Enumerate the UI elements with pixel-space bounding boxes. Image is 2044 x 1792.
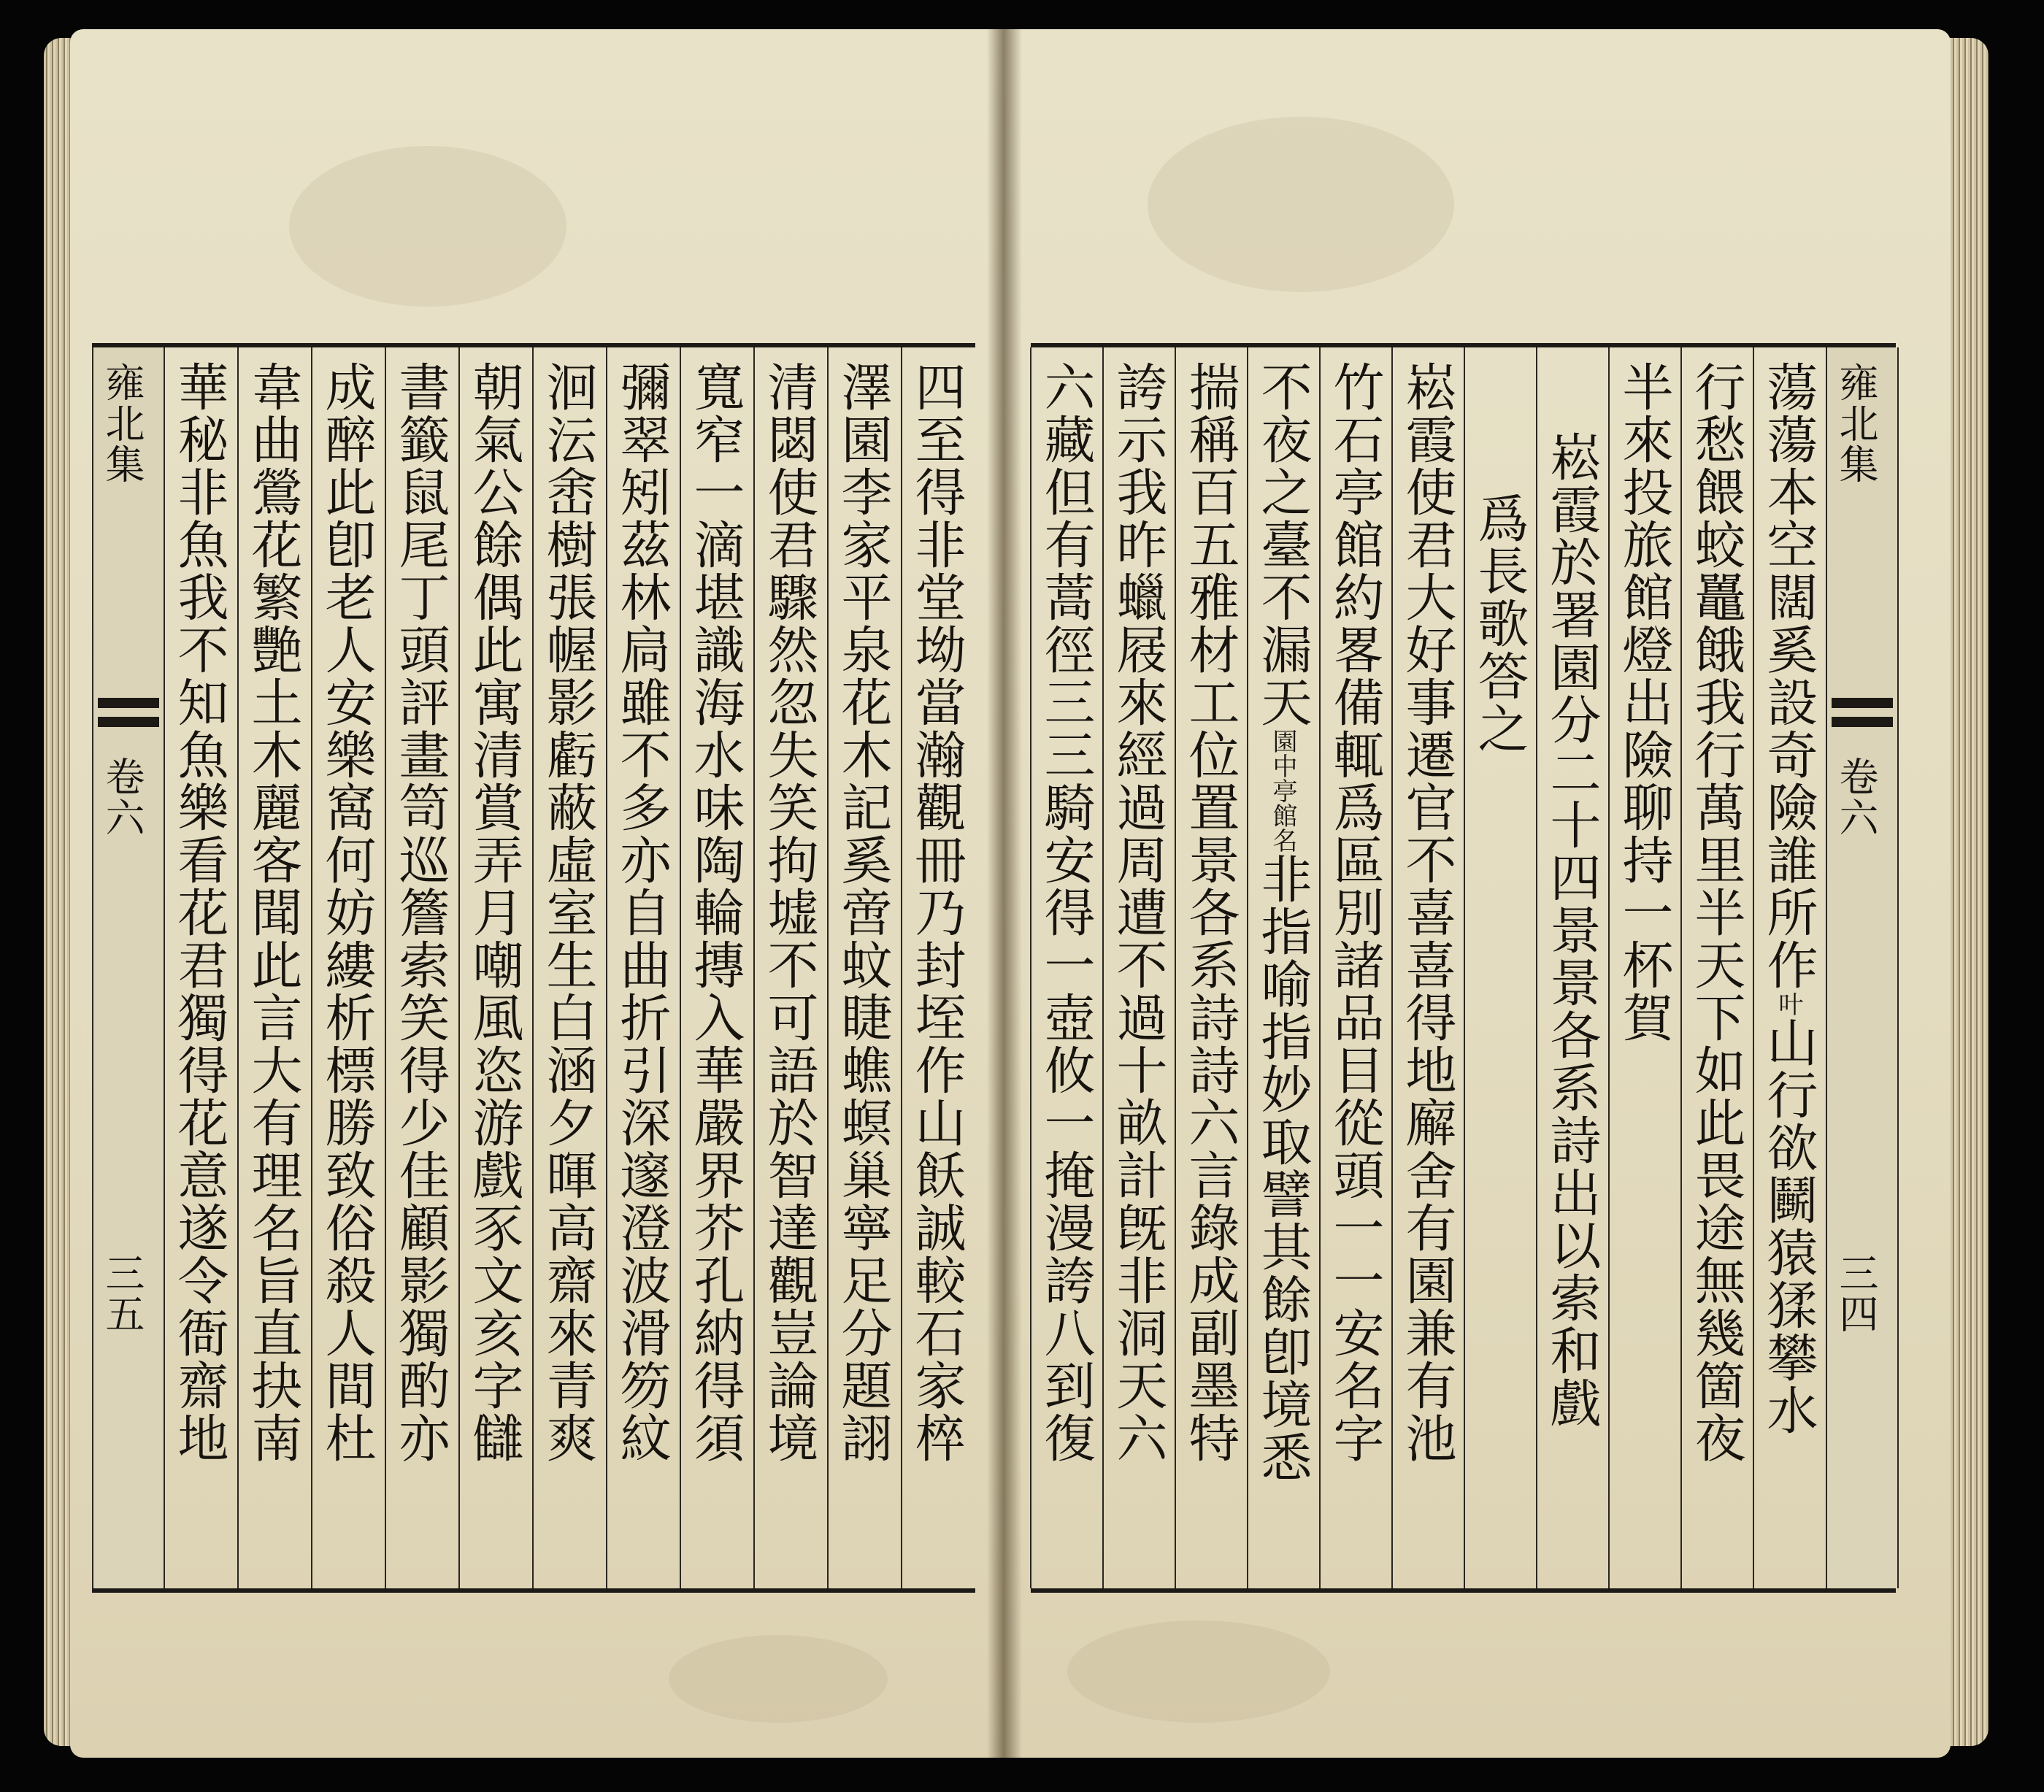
text-column <box>312 361 382 1583</box>
column-text: 彌翠矧茲林扃雖不多亦自曲折引深邃澄波滑笏紋 <box>612 361 672 1464</box>
column-text: 行愁餵蛟鼉餓我行萬里半天下如此畏途無幾箇夜 <box>1686 361 1746 1464</box>
column-text: 爲長歌答之 <box>1469 492 1529 755</box>
text-column <box>902 361 972 1583</box>
text-column <box>533 361 603 1583</box>
text-column <box>1103 361 1173 1583</box>
left-margin-title: 雍北集 <box>99 362 145 485</box>
right-page <box>1002 29 1951 1758</box>
text-column <box>1609 361 1679 1583</box>
column-text: 華秘非魚我不知魚樂看花君獨得花意遂令衙齋地 <box>169 361 229 1464</box>
column-text: 蕩蕩本空闊奚設奇險誰所作 <box>1759 361 1818 991</box>
left-margin-folio: 三五 <box>99 1253 145 1334</box>
text-column <box>1464 361 1534 1583</box>
column-text: 半來投旅館燈出險聊持一杯賀 <box>1614 361 1674 1044</box>
right-margin-volume: 卷六 <box>1833 756 1879 838</box>
text-column <box>459 361 529 1583</box>
text-column <box>828 361 898 1583</box>
text-column <box>1392 361 1462 1583</box>
text-column <box>385 361 456 1583</box>
column-text: 四至得非堂坳當瀚觀冊乃封垤作山飫誠較石家椊 <box>907 361 967 1464</box>
right-margin-folio: 三四 <box>1833 1253 1879 1334</box>
right-fishtail-mark <box>1832 698 1893 727</box>
column-text: 崧霞於署園分二十四景景各系詩出以索和戲 <box>1542 431 1602 1429</box>
left-page-margin-column <box>92 347 165 1588</box>
column-text: 韋曲鶯花繁艷土木麗客聞此言大有理名旨直抉南 <box>243 361 303 1464</box>
column-text: 清閟使君驟然忽失笑拘墟不可語於智達觀豈論境 <box>759 361 819 1464</box>
text-column <box>607 361 677 1583</box>
column-text: 誇示我昨蠟屐來經過周遭不過十畝計旣非洞天六 <box>1108 361 1168 1464</box>
text-column <box>680 361 750 1583</box>
left-fishtail-mark <box>98 698 159 727</box>
text-column <box>1175 361 1245 1583</box>
text-column <box>1537 361 1607 1583</box>
column-text-continued: 非指喻指妙取譬其餘卽境悉 <box>1253 853 1313 1483</box>
text-column <box>1681 361 1751 1583</box>
text-column <box>1248 361 1318 1583</box>
text-column <box>754 361 824 1583</box>
text-column <box>1753 361 1824 1583</box>
left-margin-volume: 卷六 <box>99 756 145 838</box>
column-text: 崧霞使君大好事遷官不喜喜得地廨舍有園兼有池 <box>1397 361 1457 1464</box>
column-text: 成醉此卽老人安樂窩何妨縷析標勝致俗殺人間杜 <box>317 361 377 1464</box>
column-text-continued: 山行欲鬭猿猱攀水 <box>1759 1016 1818 1437</box>
column-text: 寬窄一滴堪識海水味陶輪摶入華嚴界芥孔納得須 <box>685 361 745 1464</box>
text-column <box>164 361 234 1583</box>
interlinear-note: 園中亭館名 <box>1268 728 1297 853</box>
text-column <box>238 361 308 1583</box>
column-text: 竹石亭館約畧備輒爲區別諸品目從頭一一安名字 <box>1325 361 1385 1464</box>
right-page-margin-column <box>1826 347 1899 1588</box>
column-text: 六藏但有蒿徑三三騎安得一壺攸一掩漫誇八到復 <box>1036 361 1096 1464</box>
left-text-frame <box>92 343 975 1593</box>
interlinear-note: 叶 <box>1774 991 1803 1016</box>
column-text: 朝氣公餘偶此寓清賞弄月嘲風恣游戲豕文亥字讎 <box>464 361 524 1464</box>
column-text: 澤園李家平泉花木記奚啻蚊睫蟭螟巢寧足分題詡 <box>833 361 893 1464</box>
right-text-frame <box>1031 343 1896 1593</box>
column-text: 洄沄峹樹張幄影虧蔽虛室生白涵夕暉高齋來青爽 <box>538 361 598 1464</box>
column-text: 不夜之臺不漏天 <box>1253 361 1313 728</box>
text-column <box>1320 361 1390 1583</box>
right-page-edges <box>1945 38 1989 1746</box>
column-text: 書籤鼠尾丁頭評畫笥巡簷索笑得少佳顧影獨酌亦 <box>391 361 450 1464</box>
left-page <box>70 29 1004 1758</box>
text-column <box>1031 361 1101 1583</box>
right-margin-title: 雍北集 <box>1833 362 1879 485</box>
book-gutter <box>987 29 1022 1758</box>
column-text: 揣稱百五雅材工位置景各系詩詩六言錄成副墨特 <box>1180 361 1240 1464</box>
